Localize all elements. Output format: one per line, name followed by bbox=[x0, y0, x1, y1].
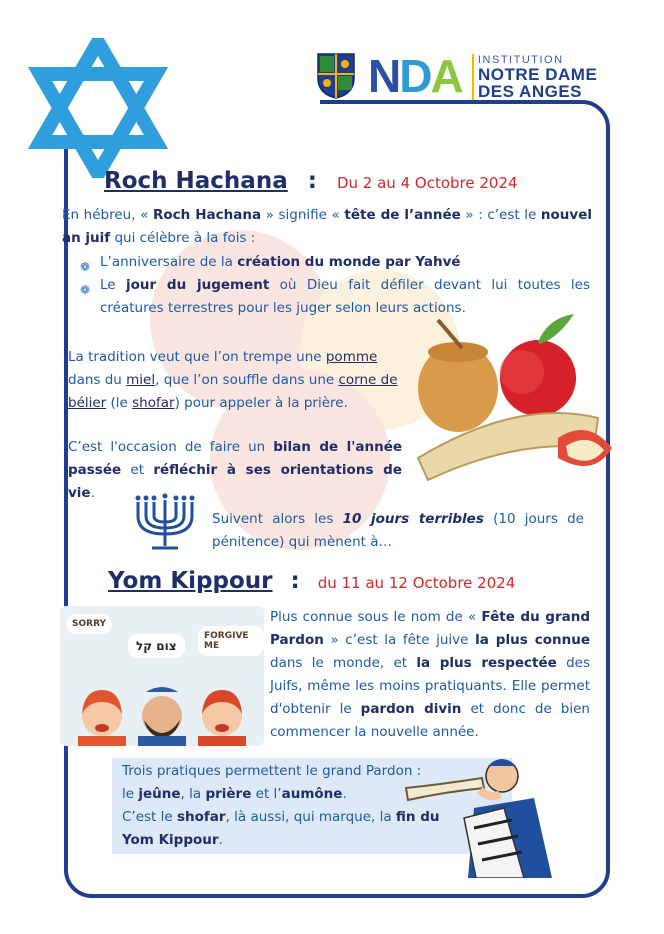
yom-kippour-title: Yom Kippour bbox=[108, 568, 273, 594]
pratiques-bold: prière bbox=[205, 786, 252, 802]
yom-kippour-paragraph bbox=[270, 606, 590, 744]
yom-text: Plus connue sous le nom de « bbox=[270, 609, 482, 625]
yom-text: dans le monde, et bbox=[270, 655, 417, 671]
roch-hachana-title: Roch Hachana bbox=[104, 168, 288, 194]
bullet-creation bbox=[80, 251, 590, 274]
pratiques-text-part: , la bbox=[180, 786, 206, 802]
menorah-icon bbox=[130, 492, 200, 556]
people-illustration bbox=[60, 606, 264, 746]
pratiques-text-part: . bbox=[218, 832, 223, 848]
yom-bold: Fête du grand Pardon bbox=[270, 609, 590, 648]
tradition-underline: shofar bbox=[132, 395, 175, 411]
pratiques-text-part: . bbox=[342, 786, 347, 802]
tradition-underline: pomme bbox=[325, 349, 378, 365]
bilan-text: C’est l'occasion de faire un bbox=[68, 439, 274, 455]
honey-apple-shofar-illustration bbox=[398, 308, 622, 488]
bullet-text: Le bbox=[100, 277, 126, 293]
logo-separator bbox=[472, 54, 474, 100]
intro-text: En hébreu, « bbox=[62, 207, 153, 223]
bilan-text: et bbox=[121, 462, 154, 478]
intro-text: » : c’est le bbox=[460, 207, 541, 223]
tradition-text: , que l’on souffle dans une bbox=[155, 372, 339, 388]
tradition-text: La tradition veut que l’on trempe une bbox=[68, 349, 326, 365]
intro-paragraph bbox=[62, 204, 592, 250]
title-colon: : bbox=[290, 568, 300, 594]
tradition-text: dans du bbox=[68, 372, 127, 388]
logo-letter-d: D bbox=[399, 50, 431, 102]
institution-name bbox=[478, 54, 597, 100]
roch-hachana-date: Du 2 au 4 Octobre 2024 bbox=[336, 174, 518, 192]
speech-bubble: צום קל bbox=[128, 634, 185, 658]
pratiques-line3 bbox=[122, 806, 452, 852]
speech-bubble: SORRY bbox=[66, 614, 112, 634]
pratiques-text-part: le bbox=[122, 786, 139, 802]
bullet-icon: ❁ bbox=[80, 260, 91, 274]
jours-text: (10 jours de pénitence) qui mènent à… bbox=[212, 511, 584, 550]
tradition-paragraph bbox=[68, 346, 414, 415]
bullet-bold: jour du jugement bbox=[125, 277, 270, 293]
yom-bold: la plus respectée bbox=[416, 655, 557, 671]
tradition-underline: miel bbox=[126, 372, 156, 388]
bullet-icon: ❁ bbox=[80, 283, 91, 297]
pratiques-line1: Trois pratiques permettent le grand Pardon : bbox=[122, 763, 422, 779]
bullet-text: où Dieu fait défiler devant lui toutes les créatures terrestres pour les juger selon leurs actions. bbox=[100, 277, 590, 316]
pratiques-text-part: , là aussi, qui marque, la bbox=[225, 809, 396, 825]
logo-letter-a: A bbox=[430, 50, 462, 102]
tradition-underline: corne de bélier bbox=[68, 372, 398, 411]
pratiques-bold: fin du Yom Kippour bbox=[122, 809, 440, 848]
yom-kippour-date: du 11 au 12 Octobre 2024 bbox=[317, 574, 516, 592]
yom-text: » c’est la fête juive bbox=[323, 632, 476, 648]
man-blowing-shofar-illustration bbox=[404, 748, 564, 878]
yom-bold: pardon divin bbox=[360, 701, 462, 717]
jours-terribles-paragraph bbox=[212, 508, 584, 554]
yom-bold: la plus connue bbox=[475, 632, 591, 648]
bilan-text: . bbox=[90, 485, 95, 501]
institution-line1: INSTITUTION bbox=[478, 54, 564, 66]
yom-text: des Juifs, même les moins pratiquants. Elle permet d'obtenir le bbox=[270, 655, 590, 717]
roch-hachana-heading bbox=[104, 168, 518, 194]
bilan-paragraph bbox=[68, 436, 402, 505]
jours-bold: 10 jours terribles bbox=[342, 511, 484, 527]
institution-line3: DES ANGES bbox=[478, 82, 583, 101]
star-of-david-icon bbox=[28, 38, 168, 178]
intro-text: qui célèbre à la fois : bbox=[110, 230, 256, 246]
pratiques-bold: aumône bbox=[281, 786, 343, 802]
institution-line2: NOTRE DAME bbox=[478, 65, 598, 84]
coat-of-arms-icon bbox=[316, 52, 356, 100]
pratiques-bold: shofar bbox=[177, 809, 226, 825]
tradition-text: (le bbox=[106, 395, 133, 411]
intro-bold: Roch Hachana bbox=[152, 207, 262, 223]
faces-icon bbox=[60, 676, 264, 746]
intro-text: » signifie « bbox=[261, 207, 345, 223]
bilan-bold: réfléchir à ses orientations de vie bbox=[68, 462, 402, 501]
yom-text: et donc de bien commencer la nouvelle année. bbox=[270, 701, 590, 740]
bilan-bold: bilan de l'année passée bbox=[68, 439, 403, 478]
logo-letter-n: N bbox=[368, 50, 400, 102]
speech-bubble: FORGIVE ME bbox=[198, 626, 264, 656]
pratiques-text-part: et l’ bbox=[251, 786, 282, 802]
bullet-text: L’anniversaire de la bbox=[100, 254, 238, 270]
yom-kippour-heading bbox=[108, 568, 515, 594]
pratiques-bold: jeûne bbox=[138, 786, 181, 802]
title-colon: : bbox=[307, 168, 317, 194]
bullet-bold: création du monde par Yahvé bbox=[237, 254, 461, 270]
tradition-text: ) pour appeler à la prière. bbox=[174, 395, 348, 411]
intro-bold: nouvel an juif bbox=[62, 207, 592, 246]
jours-text: Suivent alors les bbox=[212, 511, 343, 527]
nda-logo bbox=[368, 52, 462, 100]
pratiques-text-part: C’est le bbox=[122, 809, 177, 825]
intro-bold: tête de l’année bbox=[344, 207, 461, 223]
